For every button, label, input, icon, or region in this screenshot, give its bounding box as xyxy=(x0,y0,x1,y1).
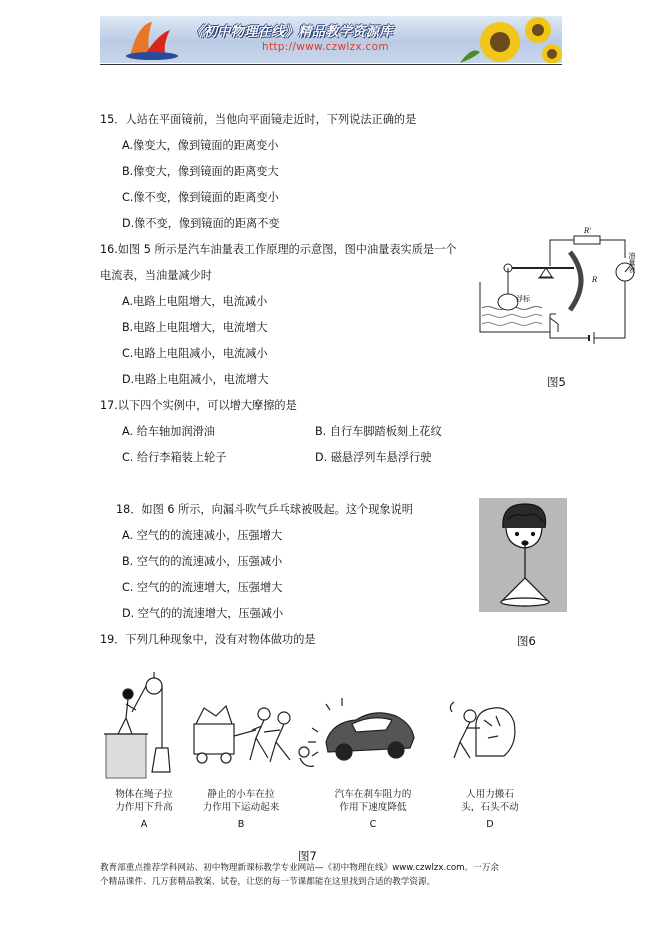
footer-line2: 个精品课件、几万套精品教案、试卷，让您的每一节课都能在这里找到合适的教学资源。 xyxy=(100,877,436,887)
caption-b-line1: 静止的小车在拉 xyxy=(207,789,275,800)
q17-option-a: A. 给车轴加润滑油 xyxy=(122,425,215,438)
figure-5-label: 图5 xyxy=(547,375,566,389)
caption-c-letter: C xyxy=(369,819,377,830)
q17-option-c: C. 给行李箱装上轮子 xyxy=(122,451,227,464)
caption-b-letter: B xyxy=(237,819,245,830)
pushing-rock-scene-icon xyxy=(450,702,514,758)
q15-option-d: D.像不变，像到镜面的距离不变 xyxy=(122,217,280,230)
q16-option-b: B.电路上电阻增大，电流增大 xyxy=(122,321,268,334)
q16-stem-line2: 电流表，当油量减少时 xyxy=(100,269,212,282)
caption-a xyxy=(106,788,182,831)
q18-option-a: A. 空气的的流速减小，压强增大 xyxy=(122,529,283,542)
q15-option-a: A.像变大，像到镜面的距离变小 xyxy=(122,139,279,152)
caption-d-line1: 人用力搬石 xyxy=(466,789,514,800)
pulley-scene-icon xyxy=(104,672,170,778)
q18-stem: 18．如图 6 所示，向漏斗吹气乒乓球被吸起。这个现象说明 xyxy=(116,503,413,516)
q16-option-a: A.电路上电阻增大，电流减小 xyxy=(122,295,268,308)
sunflower-decoration-icon xyxy=(460,17,562,63)
q15-option-c: C.像不变，像到镜面的距离变小 xyxy=(122,191,279,204)
figure-7-label: 图7 xyxy=(298,849,317,863)
q18-option-c: C. 空气的的流速增大，压强增大 xyxy=(122,581,283,594)
header-url-link[interactable]: http://www.czwlzx.com xyxy=(262,41,389,53)
work-examples-illustration xyxy=(104,672,534,782)
site-logo-icon xyxy=(126,22,178,60)
caption-d xyxy=(452,788,528,831)
fig5-label-gauge: 油量表 xyxy=(628,252,636,273)
car-braking-scene-icon xyxy=(299,698,414,766)
q17-option-d: D. 磁悬浮列车悬浮行驶 xyxy=(315,451,432,464)
caption-c-line2: 作用下速度降低 xyxy=(339,802,407,813)
q16-option-c: C.电路上电阻减小，电流减小 xyxy=(122,347,268,360)
q15-option-b: B.像变大，像到镜面的距离变大 xyxy=(122,165,279,178)
caption-d-letter: D xyxy=(486,819,494,830)
q17-stem: 17.以下四个实例中，可以增大摩擦的是 xyxy=(100,399,297,412)
caption-c xyxy=(325,788,421,831)
q18-option-d: D. 空气的的流速增大，压强减小 xyxy=(122,607,284,620)
q18-option-b: B. 空气的的流速减小，压强减小 xyxy=(122,555,283,568)
caption-a-line1: 物体在绳子拉 xyxy=(115,789,173,800)
caption-c-line1: 汽车在刹车阻力的 xyxy=(334,789,412,800)
header-divider xyxy=(100,64,562,65)
q16-option-d: D.电路上电阻减小，电流增大 xyxy=(122,373,269,386)
fig5-label-r: R xyxy=(592,276,598,284)
cart-scene-icon xyxy=(194,706,290,763)
caption-a-line2: 力作用下升高 xyxy=(115,802,173,813)
q16-stem-line1: 16.如图 5 所示是汽车油量表工作原理的示意图，图中油量表实质是一个 xyxy=(100,243,457,256)
caption-a-letter: A xyxy=(140,819,148,830)
caption-b-line2: 力作用下运动起来 xyxy=(202,802,280,813)
fuel-gauge-diagram xyxy=(470,222,640,347)
funnel-ball-photo xyxy=(479,498,567,612)
footer-line1: 教育部重点推荐学科网站、初中物理新课标教学专业网站—《初中物理在线》www.czwlzx.com。一万余 xyxy=(100,863,499,873)
fig5-label-r-prime: R' xyxy=(584,227,592,235)
caption-d-line2: 头，石头不动 xyxy=(461,802,519,813)
q19-stem: 19．下列几种现象中，没有对物体做功的是 xyxy=(100,633,316,646)
q17-option-b: B. 自行车脚踏板刻上花纹 xyxy=(315,425,442,438)
fig5-label-float: 浮标 xyxy=(516,295,530,303)
figure-6-label: 图6 xyxy=(517,634,536,648)
header-title: 《初中物理在线》精品教学资源库 xyxy=(190,24,393,40)
q15-stem: 15．人站在平面镜前，当他向平面镜走近时，下列说法正确的是 xyxy=(100,113,417,126)
caption-b xyxy=(196,788,286,831)
